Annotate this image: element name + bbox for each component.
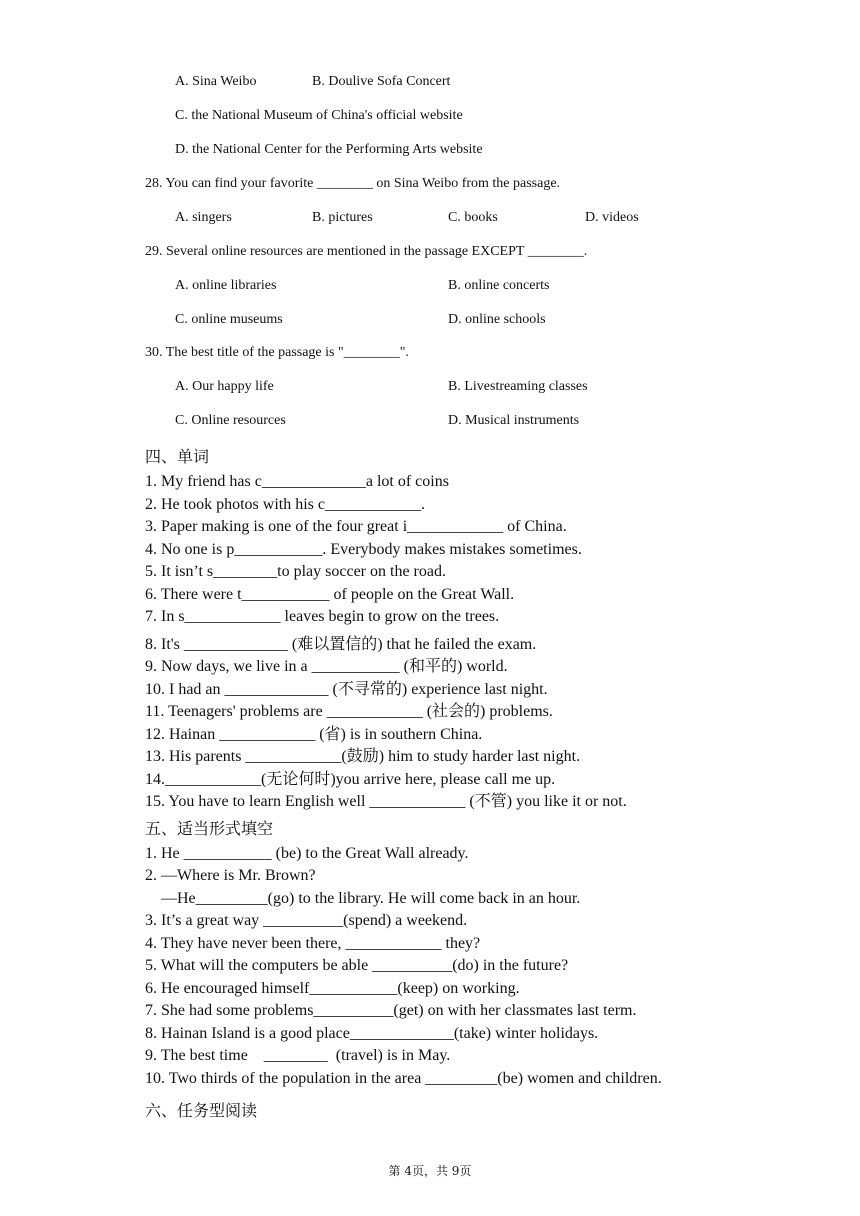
section4-item: 6. There were t___________ of people on the Great Wall. — [145, 586, 515, 603]
section5-title: 五、适当形式填空 — [145, 819, 274, 838]
section4-title: 四、单词 — [145, 447, 210, 466]
section4-item: 15. You have to learn English well ____________ (不管) you like it or not. — [145, 793, 627, 810]
section5-item: 2. —Where is Mr. Brown? — [145, 867, 316, 884]
q30-option-c: C. Online resources — [175, 413, 286, 428]
q27-option-b: B. Doulive Sofa Concert — [312, 74, 451, 89]
q28-option-b: B. pictures — [312, 210, 373, 225]
section5-item: 4. They have never been there, ____________ they? — [145, 935, 481, 952]
q30-option-d: D. Musical instruments — [448, 413, 580, 428]
section4-item: 1. My friend has c_____________a lot of coins — [145, 473, 449, 490]
q28-option-c: C. books — [448, 210, 498, 225]
section4-item: 2. He took photos with his c____________. — [145, 496, 425, 513]
q30-option-a: A. Our happy life — [175, 379, 274, 394]
q29-option-a: A. online libraries — [175, 278, 277, 293]
section5-item: 9. The best time ________ (travel) is in May. — [145, 1047, 451, 1064]
section5-item: 1. He ___________ (be) to the Great Wall already. — [145, 845, 469, 862]
section4-item: 10. I had an _____________ (不寻常的) experience last night. — [145, 681, 548, 698]
q27-option-d: D. the National Center for the Performing Arts website — [175, 142, 483, 157]
section5-item: 5. What will the computers be able __________(do) in the future? — [145, 957, 569, 974]
q27-option-a: A. Sina Weibo — [175, 74, 257, 89]
section4-item: 9. Now days, we live in a ___________ (和平的) world. — [145, 658, 508, 675]
q28-option-d: D. videos — [585, 210, 639, 225]
section4-item: 7. In s____________ leaves begin to grow on the trees. — [145, 608, 500, 625]
section4-item: 5. It isn’t s________to play soccer on the road. — [145, 563, 446, 580]
section5-item: 10. Two thirds of the population in the area _________(be) women and children. — [145, 1070, 662, 1087]
q29-option-c: C. online museums — [175, 312, 283, 327]
q29-stem: 29. Several online resources are mentioned in the passage EXCEPT ________. — [145, 244, 588, 259]
section5-item: —He_________(go) to the library. He will come back in an hour. — [145, 890, 581, 907]
q30-stem: 30. The best title of the passage is "________". — [145, 345, 409, 360]
section4-item: 13. His parents ____________(鼓励) him to study harder last night. — [145, 748, 581, 765]
section6-title: 六、任务型阅读 — [145, 1101, 258, 1120]
section4-item: 3. Paper making is one of the four great i____________ of China. — [145, 518, 567, 535]
q29-option-b: B. online concerts — [448, 278, 550, 293]
q28-stem: 28. You can find your favorite ________ on Sina Weibo from the passage. — [145, 176, 561, 191]
section4-item: 11. Teenagers' problems are ____________ (社会的) problems. — [145, 703, 553, 720]
section5-item: 3. It’s a great way __________(spend) a weekend. — [145, 912, 468, 929]
section4-item: 8. It's _____________ (难以置信的) that he failed the exam. — [145, 636, 537, 653]
section5-item: 6. He encouraged himself___________(keep) on working. — [145, 980, 520, 997]
q29-option-d: D. online schools — [448, 312, 546, 327]
section5-item: 7. She had some problems__________(get) on with her classmates last term. — [145, 1002, 637, 1019]
section5-item: 8. Hainan Island is a good place_____________(take) winter holidays. — [145, 1025, 599, 1042]
section4-item: 14.____________(无论何时)you arrive here, please call me up. — [145, 771, 556, 788]
page-footer: 第 4页，共 9页 — [388, 1164, 472, 1178]
q27-option-c: C. the National Museum of China's official website — [175, 108, 463, 123]
q30-option-b: B. Livestreaming classes — [448, 379, 588, 394]
q28-option-a: A. singers — [175, 210, 232, 225]
section4-item: 12. Hainan ____________ (省) is in southern China. — [145, 726, 483, 743]
section4-item: 4. No one is p___________. Everybody makes mistakes sometimes. — [145, 541, 582, 558]
